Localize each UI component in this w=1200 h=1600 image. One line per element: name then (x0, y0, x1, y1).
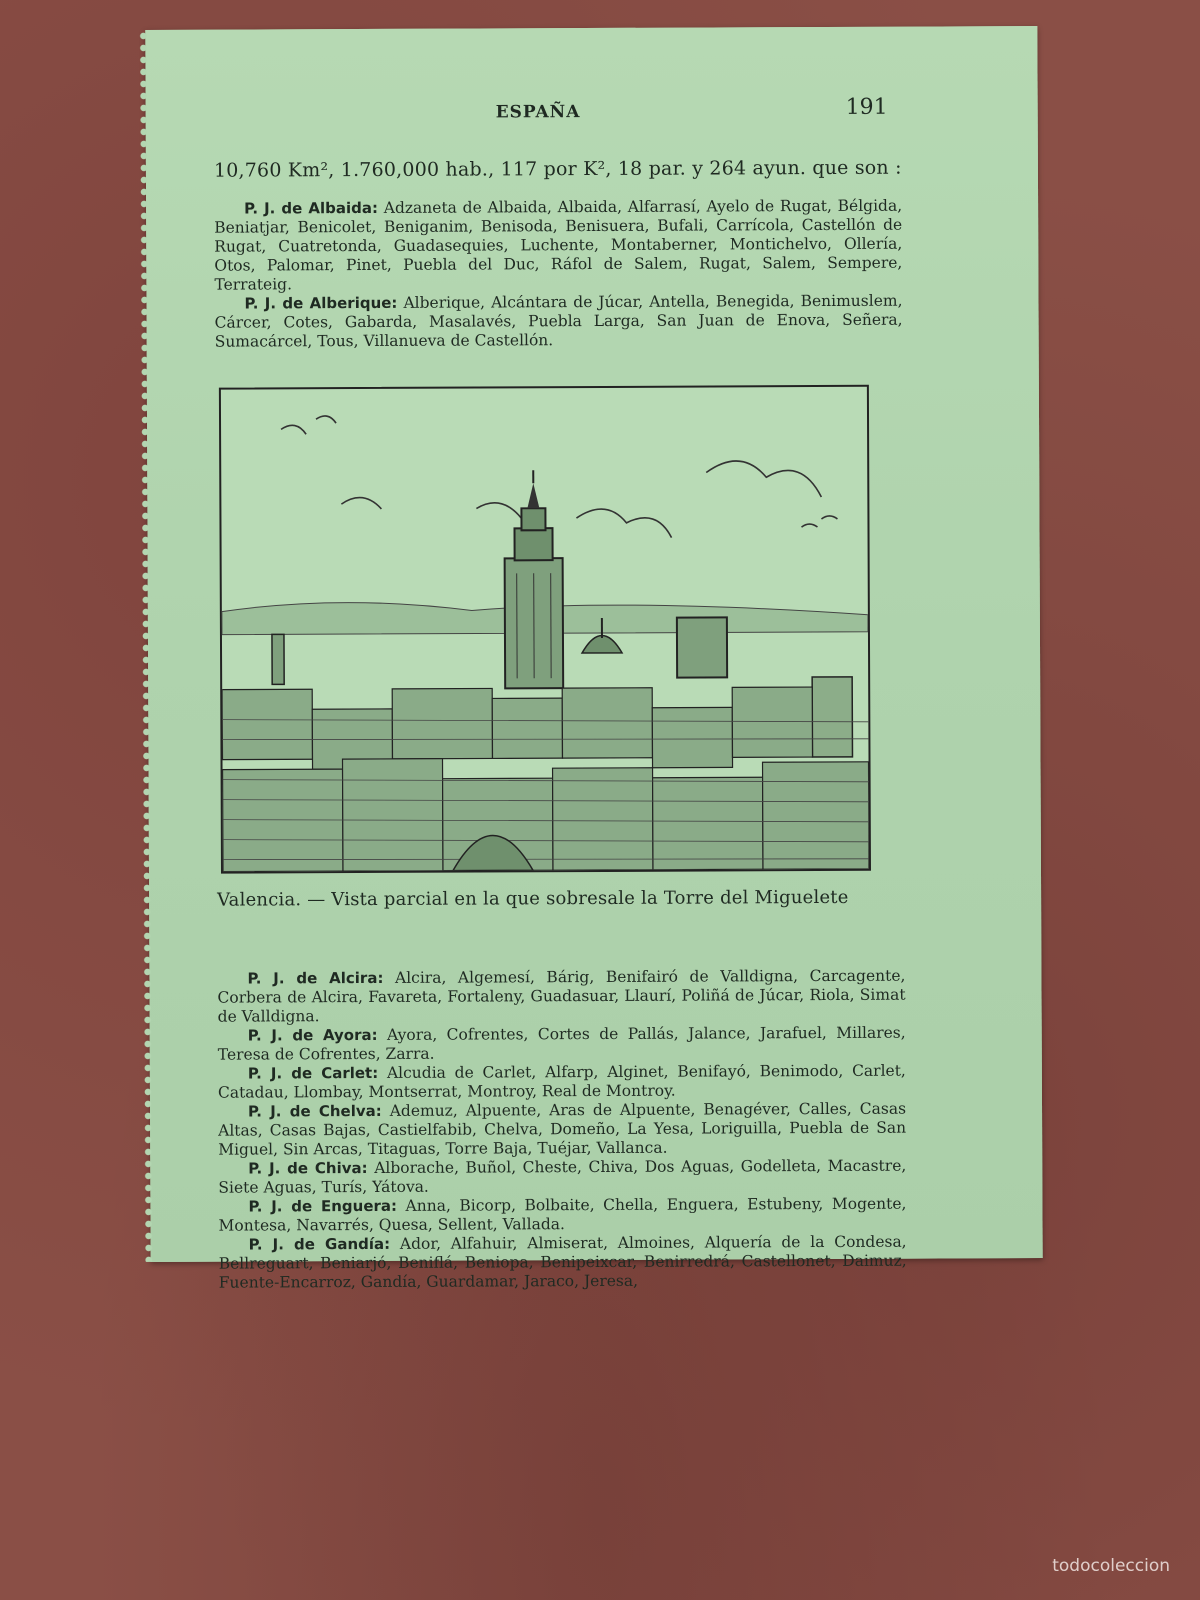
district-label: P. J. de Alberique: (244, 293, 398, 313)
district-towns: Alberique, Alcántara de Júcar, Antella, Benegida, Benimuslem, Cárcer, Cotes, Gabarda, Masalavés, Puebla Larga, San Juan de Enova, Señera, Sumacárcel, Tous, Villanueva de Castellón. (214, 291, 903, 351)
district-towns: Adzaneta de Albaida, Albaida, Alfarrasí, Ayelo de Rugat, Bélgida, Beniatjar, Benicolet, Beniganim, Benisoda, Benisuera, Bufali, Carrícola, Castellón de Rugat, Cuatretonda, Guadasequies, Luchente, Montaberner, Montichelvo, Ollería, Otos, Palomar, Pinet, Puebla del Duc, Ráfol de Salem, Rugat, Salem, Sempere, Terrateig. (214, 196, 903, 294)
page-number: 191 (845, 94, 888, 120)
district-towns: Alcudia de Carlet, Alfarp, Alginet, Benifayó, Benimodo, Carlet, Catadau, Llombay, Montserrat, Montroy, Real de Montroy. (217, 1061, 906, 1102)
district-label: P. J. de Carlet: (247, 1063, 379, 1083)
district-towns: Ademuz, Alpuente, Aras de Alpuente, Benagéver, Calles, Casas Altas, Casas Bajas, Castielfabib, Chelva, Domeño, La Yesa, Loriguilla, Puebla de San Miguel, Sin Arcas, Titaguas, Torre Baja, Tuéjar, Vallanca. (218, 1099, 907, 1159)
site-watermark: todocoleccion (1052, 1556, 1170, 1576)
district-towns: Alborache, Buñol, Cheste, Chiva, Dos Aguas, Godelleta, Macastre, Siete Aguas, Turís, Yátova. (218, 1156, 907, 1197)
district-entry (214, 292, 902, 352)
district-label: P. J. de Alcira: (247, 968, 384, 988)
district-label: P. J. de Gandía: (248, 1234, 391, 1254)
illustration-caption: Valencia. — Vista parcial en la que sobresale la Torre del Miguelete (217, 886, 849, 911)
district-label: P. J. de Chiva: (248, 1158, 368, 1178)
district-entry (218, 1062, 906, 1103)
district-towns: Alcira, Algemesí, Bárig, Benifairó de Valldigna, Carcagente, Corbera de Alcira, Favareta, Fortaleny, Guadasuar, Llaurí, Poliñá de Júcar, Riola, Simat de Valldigna. (217, 966, 906, 1026)
district-towns: Ador, Alfahuir, Almiserat, Almoines, Alquería de la Condesa, Bellreguart, Beniarjó, Beniflá, Beniopa, Benipeixcar, Benirredrá, Castellonet, Daimuz, Fuente-Encarroz, Gandía, Guardamar, Jaraco, Jeresa, (218, 1232, 907, 1292)
judicial-districts-top (214, 197, 903, 352)
district-label: P. J. de Enguera: (248, 1196, 398, 1216)
book-page (145, 26, 1042, 1292)
district-towns: Ayora, Cofrentes, Cortes de Pallás, Jalance, Jarafuel, Millares, Teresa de Cofrentes, Zarra. (217, 1023, 906, 1064)
district-label: P. J. de Chelva: (247, 1101, 382, 1121)
cityscape-illustration (221, 387, 869, 872)
district-towns: Anna, Bicorp, Bolbaite, Chella, Enguera, Estubeny, Mogente, Montesa, Navarrés, Quesa, Sellent, Vallada. (218, 1194, 907, 1235)
district-entry (219, 1233, 907, 1293)
district-entry (218, 1157, 906, 1198)
running-title: ESPAÑA (495, 102, 581, 123)
district-entry (218, 1100, 906, 1160)
judicial-districts-bottom (217, 967, 906, 1293)
district-entry (218, 1024, 906, 1065)
page-header (146, 94, 1038, 134)
district-entry (217, 967, 905, 1027)
province-stats: 10,760 Km², 1.760,000 hab., 117 por K², 18 par. y 264 ayun. que son : (213, 156, 902, 182)
district-label: P. J. de Albaida: (244, 198, 379, 218)
district-entry (214, 197, 902, 295)
valencia-engraving (219, 385, 871, 874)
district-entry (218, 1195, 906, 1236)
district-label: P. J. de Ayora: (247, 1025, 378, 1045)
